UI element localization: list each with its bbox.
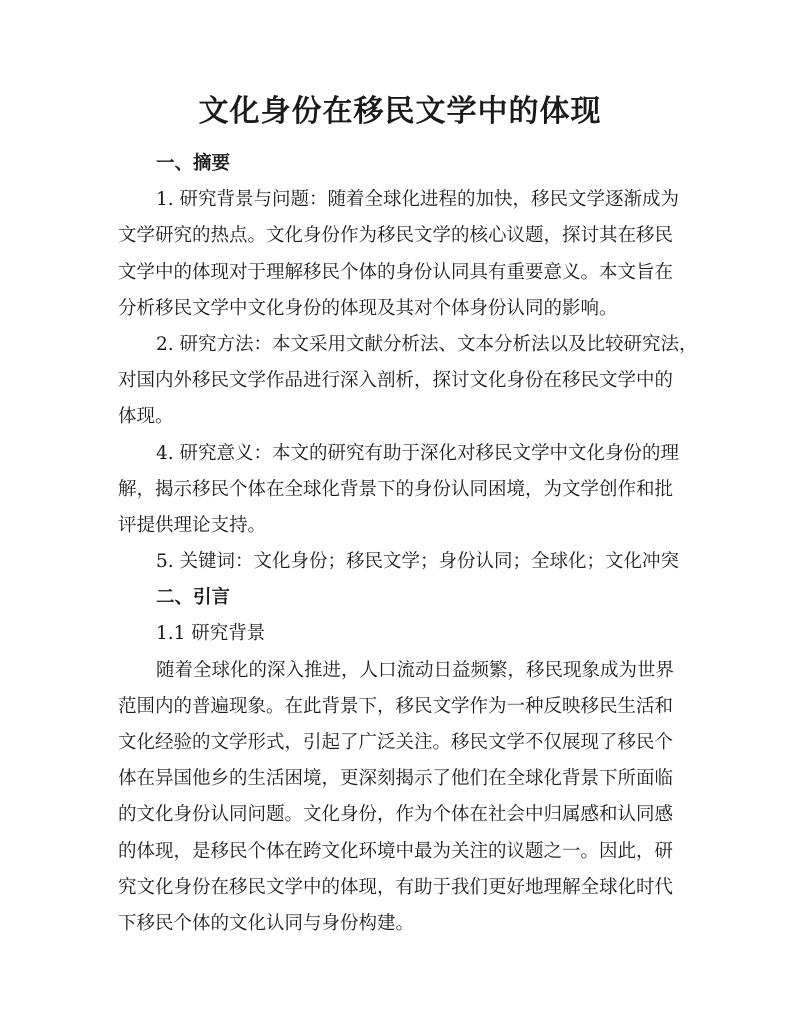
section-heading: 二、引言 [156,587,231,609]
text-line: 对国内外移民文学作品进行深入剖析，探讨文化身份在移民文学中的 [118,370,674,392]
text-line: 4. 研究意义：本文的研究有助于深化对移民文学中文化身份的理 [156,442,680,464]
document-body [118,146,698,942]
text-line: 1.1 研究背景 [156,623,266,645]
section-heading: 一、摘要 [156,153,231,174]
text-line: 究文化身份在移民文学中的体现，有助于我们更好地理解全球化时代 [118,876,674,898]
text-line: 随着全球化的深入推进，人口流动日益频繁，移民现象成为世界 [156,659,675,681]
text-line: 文学研究的热点。文化身份作为移民文学的核心议题，探讨其在移民 [118,225,674,247]
text-line: 解，揭示移民个体在全球化背景下的身份认同困境，为文学创作和批 [118,478,674,500]
text-line: 的体现，是移民个体在跨文化环境中最为关注的议题之一。因此，研 [118,840,674,862]
text-line: 5. 关键词：文化身份；移民文学；身份认同；全球化；文化冲突 [156,551,680,573]
text-line: 体在异国他乡的生活困境，更深刻揭示了他们在全球化背景下所面临 [118,768,674,790]
text-line: 的文化身份认同问题。文化身份，作为个体在社会中归属感和认同感 [118,804,674,826]
text-line: 下移民个体的文化认同与身份构建。 [118,912,415,934]
text-line: 1. 研究背景与问题：随着全球化进程的加快，移民文学逐渐成为 [156,189,680,211]
text-line: 评提供理论支持。 [118,514,267,536]
text-line: 2. 研究方法：本文采用文献分析法、文本分析法以及比较研究法， [156,333,698,355]
text-line: 分析移民文学中文化身份的体现及其对个体身份认同的影响。 [118,297,618,319]
text-line: 范围内的普遍现象。在此背景下，移民文学作为一种反映移民生活和 [118,695,674,717]
text-line: 文学中的体现对于理解移民个体的身份认同具有重要意义。本文旨在 [118,261,674,283]
text-line: 文化经验的文学形式，引起了广泛关注。移民文学不仅展现了移民个 [118,732,674,753]
text-line: 体现。 [118,406,174,428]
document-title: 文化身份在移民文学中的体现 [198,94,602,129]
